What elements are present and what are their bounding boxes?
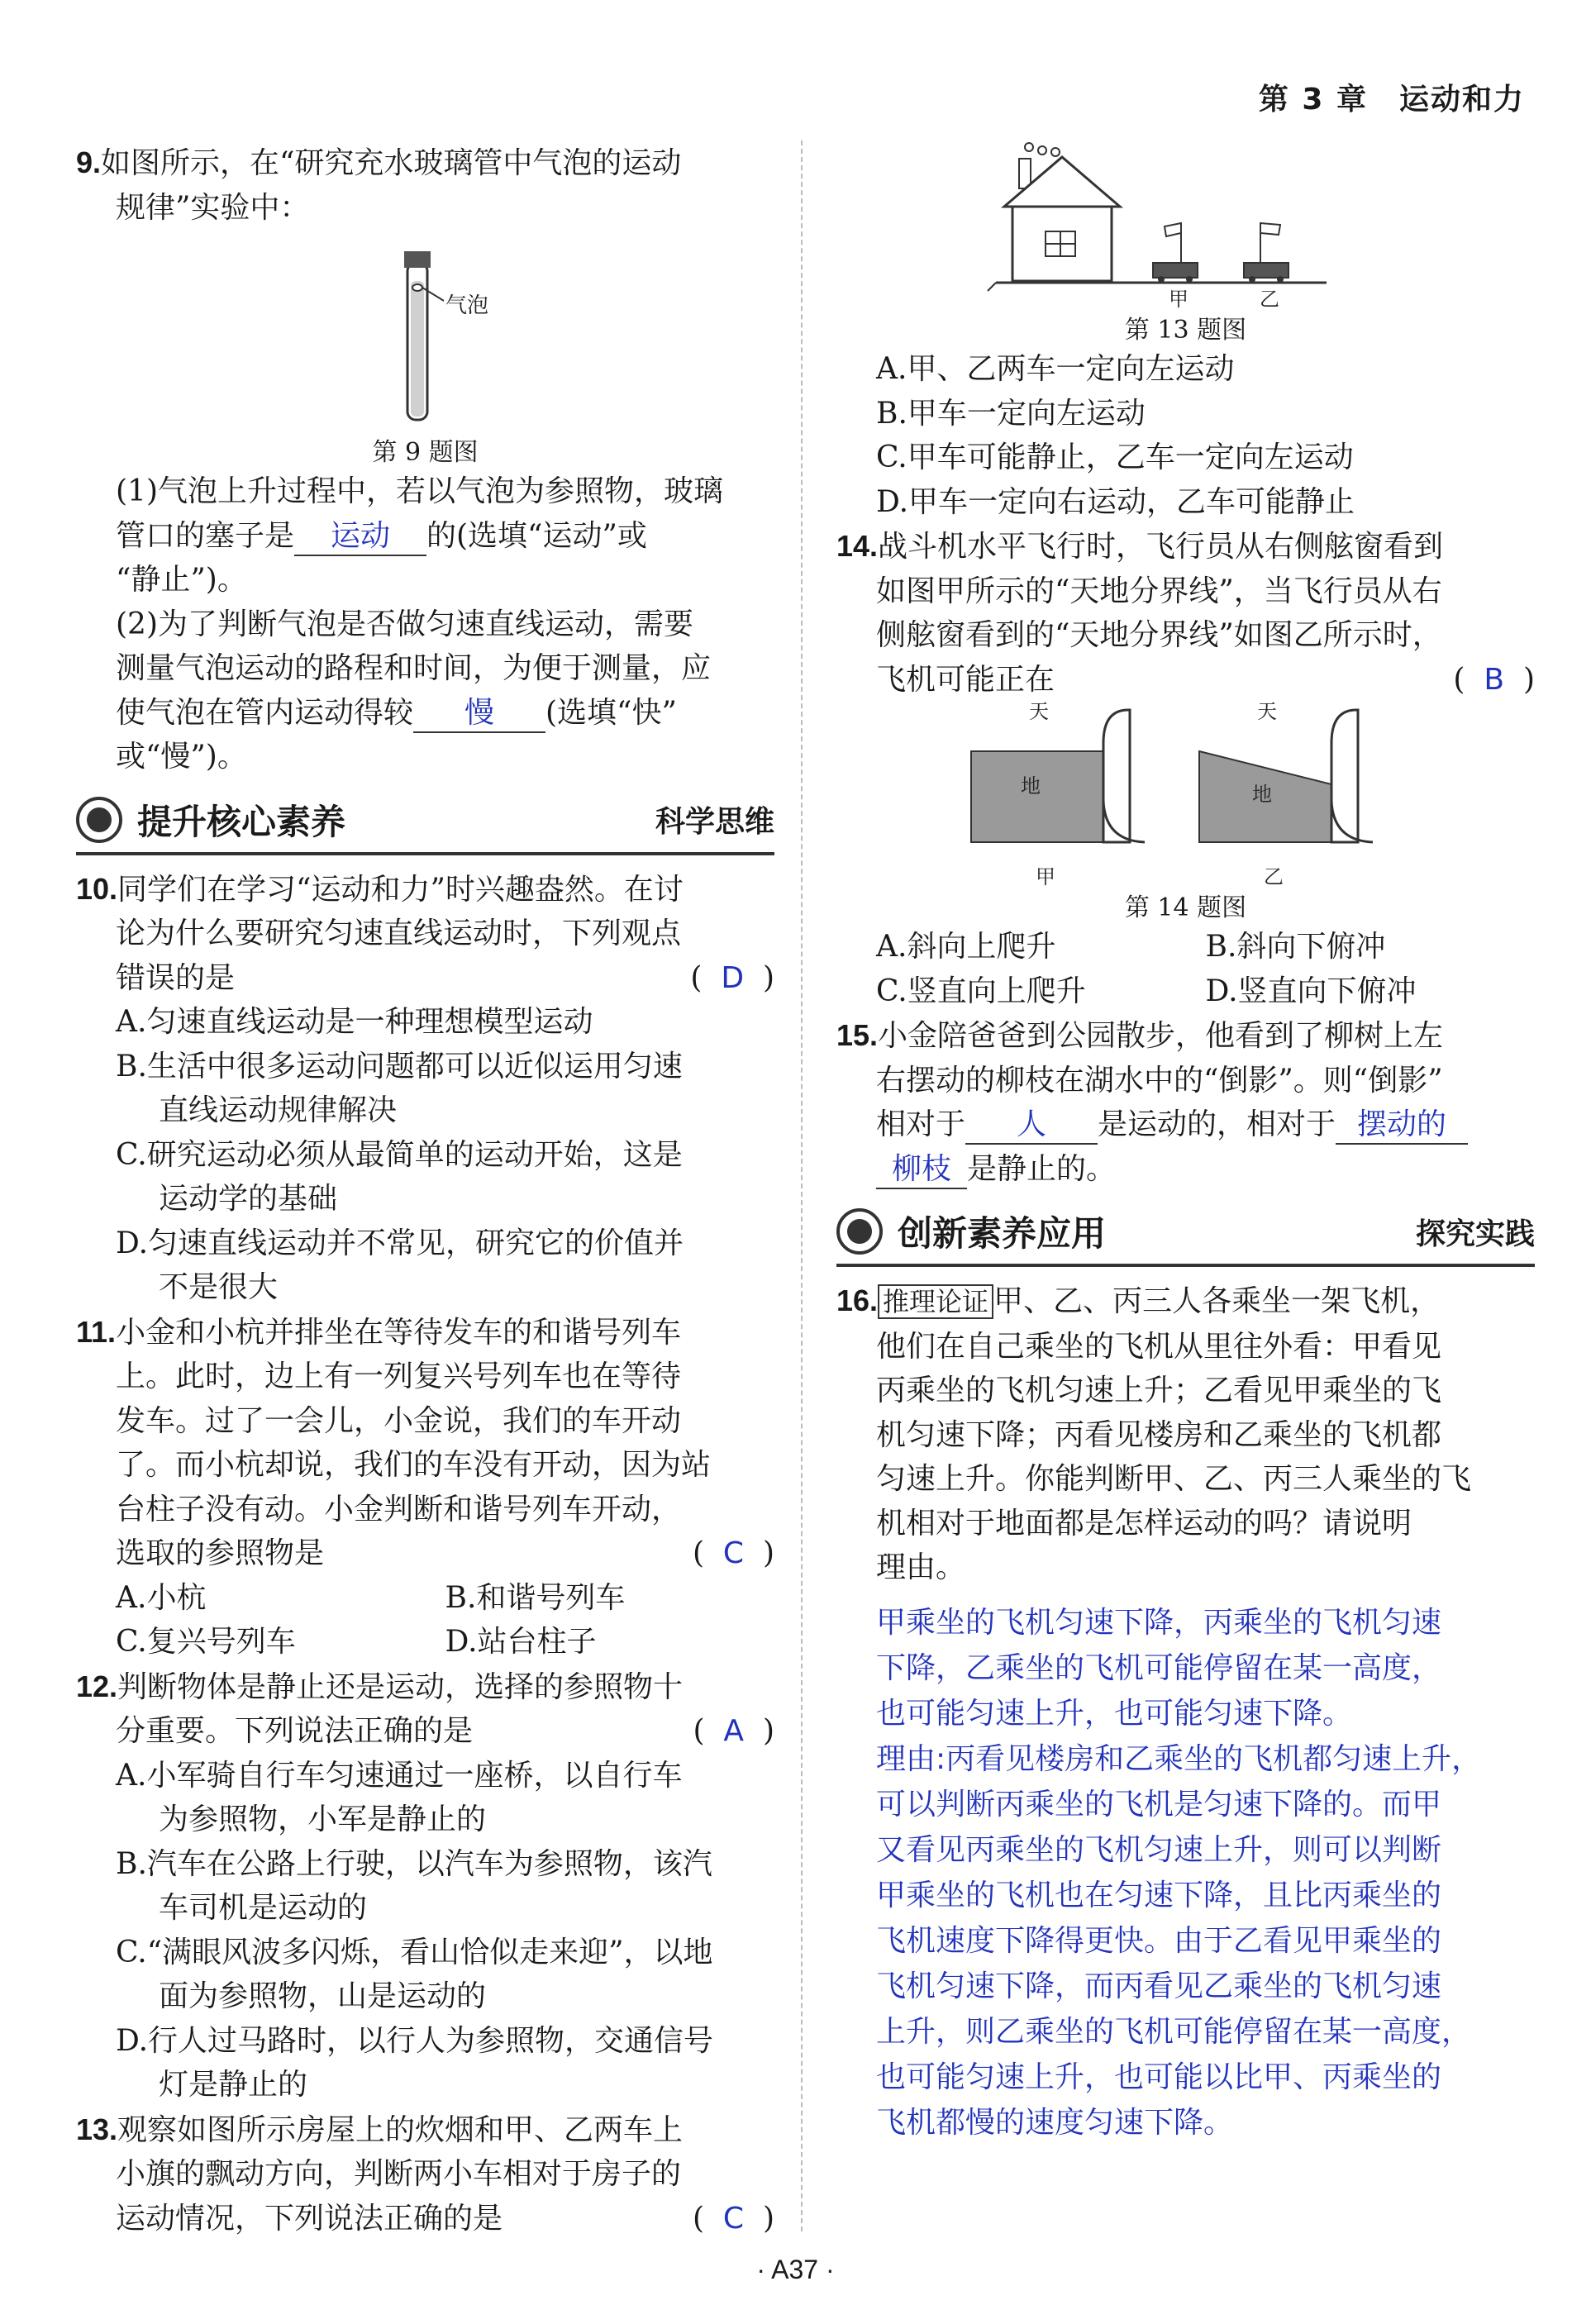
question-stem: 判断物体是静止还是运动，选择的参照物十 [117,1669,684,1704]
answer-choice[interactable]: D [721,960,745,995]
air-bubble [412,284,422,291]
answer-line: 上升，则乙乘坐的飞机可能停留在某一高度， [876,2014,1472,2049]
section-bullet-icon [76,797,122,843]
answer-paren: ( C ) [692,2201,774,2236]
question-stem: 理由。 [876,1550,966,1584]
option-b: B.汽车在公路上行驶，以汽车为参照物，该汽 [116,1846,712,1881]
option-c-cont: 运动学的基础 [159,1182,338,1216]
smoke-puff [1025,143,1033,151]
answer-paren: ( A ) [693,1714,774,1748]
option-a: A.匀速直线运动是一种理想模型运动 [116,1005,593,1039]
smoke-puff [1051,148,1060,156]
smoke-puff [1038,146,1046,155]
answer-line: 又看见丙乘坐的飞机匀速上升，则可以判断 [876,1832,1442,1867]
option-c: C.甲车可能静止，乙车一定向左运动 [876,441,1354,474]
sky-label-jia: 天 [1028,702,1049,723]
option-d: D.行人过马路时，以行人为参照物，交通信号 [116,2023,714,2058]
question-stem: 丙乘坐的飞机匀速上升；乙看见甲乘坐的飞 [876,1374,1442,1407]
question-part: 管口的塞子是 [116,518,295,553]
question-part: “静止”)。 [116,563,247,597]
option-a: A.小军骑自行车匀速通过一座桥，以自行车 [116,1758,683,1793]
question-14 [836,524,1535,1013]
question-part: (2)为了判断气泡是否做匀速直线运动，需要 [116,607,693,641]
car-label-jia: 甲 [1168,288,1188,311]
option-c: C.复兴号列车 [116,1625,296,1659]
question-number: 11. [76,1314,117,1349]
answer-line: 下降，乙乘坐的飞机可能停留在某一高度， [876,1650,1442,1685]
question-number: 9. [76,145,102,179]
question-stem: 甲、乙、丙三人各乘坐一架飞机， [993,1284,1441,1318]
question-stem: 右摆动的柳枝在湖水中的“倒影”。则“倒影” [876,1063,1443,1098]
label-yi: 乙 [1263,865,1284,888]
question-stem: 如图所示，在“研究充水玻璃管中气泡的运动 [101,146,682,180]
section-title: 创新素养应用 [898,1213,1107,1254]
option-a: A.斜向上爬升 [876,930,1056,964]
question-stem: 战斗机水平飞行时，飞行员从右侧舷窗看到 [878,530,1444,564]
sky-label-yi: 天 [1256,702,1277,723]
question-9 [76,140,774,779]
question-16 [836,1279,1535,2145]
option-d: D.甲车一定向右运动，乙车可能静止 [876,484,1355,519]
question-stem: 论为什么要研究匀速直线运动时，下列观点 [116,917,682,950]
answer-choice[interactable]: C [722,1536,745,1570]
answer-blank[interactable]: 柳枝 [876,1151,967,1189]
house-cars-figure [963,140,1409,314]
option-c: C.研究运动必须从最简单的运动开始，这是 [116,1137,683,1172]
question-number: 16. [836,1283,879,1317]
car-jia [1153,263,1198,278]
car-label-yi: 乙 [1259,288,1279,311]
option-c: C.竖直向上爬升 [876,974,1086,1008]
question-stem: 选取的参照物是 [116,1536,325,1570]
question-stem: 相对于 [876,1107,966,1141]
question-stem: 是静止的。 [967,1151,1117,1186]
section-tag: 科学思维 [655,805,774,839]
question-number: 10. [76,871,118,906]
question-stem: 是运动的，相对于 [1098,1107,1336,1141]
flag-jia [1165,223,1181,236]
tube-water [411,281,424,417]
option-d-cont: 灯是静止的 [159,2068,308,2102]
question-stem: 他们在自己乘坐的飞机从里往外看：甲看见 [876,1329,1442,1364]
answer-paren: ( B ) [1453,662,1535,697]
question-stem: 发车。过了一会儿，小金说，我们的车开动 [116,1403,682,1438]
answer-line: 飞机速度下降得更快。由于乙看见甲乘坐的 [876,1923,1442,1958]
question-stem: 规律”实验中： [116,190,310,225]
page-number: · A37 · [756,2255,835,2284]
question-part: 测量气泡运动的路程和时间，为便于测量，应 [116,651,712,685]
answer-line: 也可能匀速上升，也可能匀速下降。 [876,1696,1353,1731]
horizon-figure [955,702,1417,892]
figure-caption: 第 14 题图 [1124,893,1247,922]
ground-label-jia: 地 [1020,774,1041,798]
answer-line: 理由:丙看见楼房和乙乘坐的飞机都匀速上升， [876,1741,1482,1776]
question-part: 或“慢”)。 [116,740,247,774]
answer-blank[interactable]: 运动 [294,518,426,556]
option-d-cont: 不是很大 [159,1270,279,1304]
flag-yi [1260,223,1280,235]
question-12 [76,1664,774,2107]
answer-paren: ( C ) [692,1536,774,1570]
question-stem: 侧舷窗看到的“天地分界线”如图乙所示时， [876,618,1442,652]
option-c: C.“满眼风波多闪烁，看山恰似走来迎”，以地 [116,1935,713,1969]
section-title: 提升核心素养 [137,801,346,842]
question-stem: 小金陪爸爸到公园散步，他看到了柳树上左 [878,1019,1444,1053]
ground-label-yi: 地 [1251,783,1272,806]
question-number: 14. [836,529,879,563]
chapter-header: 第 3 章 运动和力 [1258,83,1525,117]
option-b: B.甲车一定向左运动 [876,396,1146,431]
question-15 [836,1013,1535,1191]
answer-blank[interactable]: 人 [965,1107,1098,1145]
question-stem: 小金和小杭并排坐在等待发车的和谐号列车 [116,1315,682,1350]
question-part: (选填“快” [545,695,677,730]
question-stem: 小旗的飘动方向，判断两小车相对于房子的 [116,2157,682,2191]
question-stem: 观察如图所示房屋上的炊烟和甲、乙两车上 [117,2112,684,2147]
answer-line: 也可能匀速上升，也可能以比甲、丙乘坐的 [876,2060,1442,2094]
question-number: 15. [836,1018,879,1052]
question-part: (1)气泡上升过程中，若以气泡为参照物，玻璃 [116,474,723,508]
answer-line: 飞机都慢的速度匀速下降。 [876,2105,1234,2140]
answer-paren: ( D ) [690,960,774,995]
question-11 [76,1310,774,1664]
answer-choice[interactable]: A [723,1714,745,1748]
question-stem: 同学们在学习“运动和力”时兴趣盎然。在讨 [117,872,684,907]
answer-blank[interactable]: 慢 [413,695,545,733]
question-tag: 推理论证 [878,1284,993,1319]
answer-line: 飞机匀速下降，而丙看见乙乘坐的飞机匀速 [876,1969,1442,2003]
bubble-label: 气泡 [445,293,488,318]
option-d: D.站台柱子 [445,1625,597,1659]
section-bullet-icon [836,1208,883,1255]
question-stem: 机相对于地面都是怎样运动的吗？请说明 [876,1506,1412,1541]
question-13 [76,2107,774,2241]
column-divider [801,140,803,2231]
answer-line: 甲乘坐的飞机也在匀速下降，且比丙乘坐的 [876,1878,1442,1912]
question-stem: 匀速上升。你能判断甲、乙、丙三人乘坐的飞 [876,1462,1472,1496]
car-yi [1244,263,1289,278]
question-stem: 机匀速下降；丙看见楼房和乙乘坐的飞机都 [876,1417,1442,1452]
option-d: D.竖直向下俯冲 [1205,974,1417,1008]
question-stem: 上。此时，边上有一列复兴号列车也在等待 [116,1360,682,1393]
section-header [836,1199,1535,1267]
handwritten-answer [836,1600,1535,2145]
question-part: 的(选填“运动”或 [426,518,647,553]
question-stem: 了。而小杭却说，我们的车没有开动，因为站 [116,1448,712,1482]
question-stem: 运动情况，下列说法正确的是 [116,2201,503,2236]
question-part: 使气泡在管内运动得较 [116,695,414,730]
question-stem: 错误的是 [116,960,236,995]
option-a: A.甲、乙两车一定向左运动 [876,352,1235,386]
question-stem: 如图甲所示的“天地分界线”，当飞行员从右 [876,574,1442,608]
question-number: 13. [76,2112,118,2146]
option-b: B.斜向下俯冲 [1205,930,1386,964]
question-stem: 分重要。下列说法正确的是 [116,1714,474,1748]
option-b: B.和谐号列车 [445,1580,626,1615]
question-10 [76,867,774,1310]
question-stem: 台柱子没有动。小金判断和谐号列车开动， [116,1492,682,1526]
option-b: B.生活中很多运动问题都可以近似运用匀速 [116,1049,683,1083]
answer-line: 甲乘坐的飞机匀速下降，丙乘坐的飞机匀速 [876,1605,1442,1640]
answer-choice[interactable]: B [1484,662,1505,697]
answer-choice[interactable]: C [722,2201,745,2236]
left-column [76,140,774,2241]
right-column [836,140,1535,2145]
option-a-cont: 为参照物，小军是静止的 [159,1803,487,1836]
option-b-cont: 直线运动规律解决 [159,1093,398,1127]
tube-stopper [404,251,431,268]
option-d: D.匀速直线运动并不常见，研究它的价值并 [116,1226,684,1260]
question-number: 12. [76,1669,118,1703]
question-stem: 飞机可能正在 [876,662,1055,697]
figure-caption: 第 13 题图 [1124,316,1247,345]
answer-blank[interactable]: 摆动的 [1336,1107,1468,1145]
option-c-cont: 面为参照物，山是运动的 [159,1979,487,2013]
figure-caption: 第 9 题图 [372,438,479,467]
bubble-tube-figure [302,230,550,436]
option-b-cont: 车司机是运动的 [159,1891,368,1925]
label-jia: 甲 [1035,865,1055,888]
section-header [76,788,774,855]
option-a: A.小杭 [116,1580,207,1615]
section-tag: 探究实践 [1415,1217,1535,1251]
answer-line: 可以判断丙乘坐的飞机是匀速下降的。而甲 [876,1787,1442,1822]
